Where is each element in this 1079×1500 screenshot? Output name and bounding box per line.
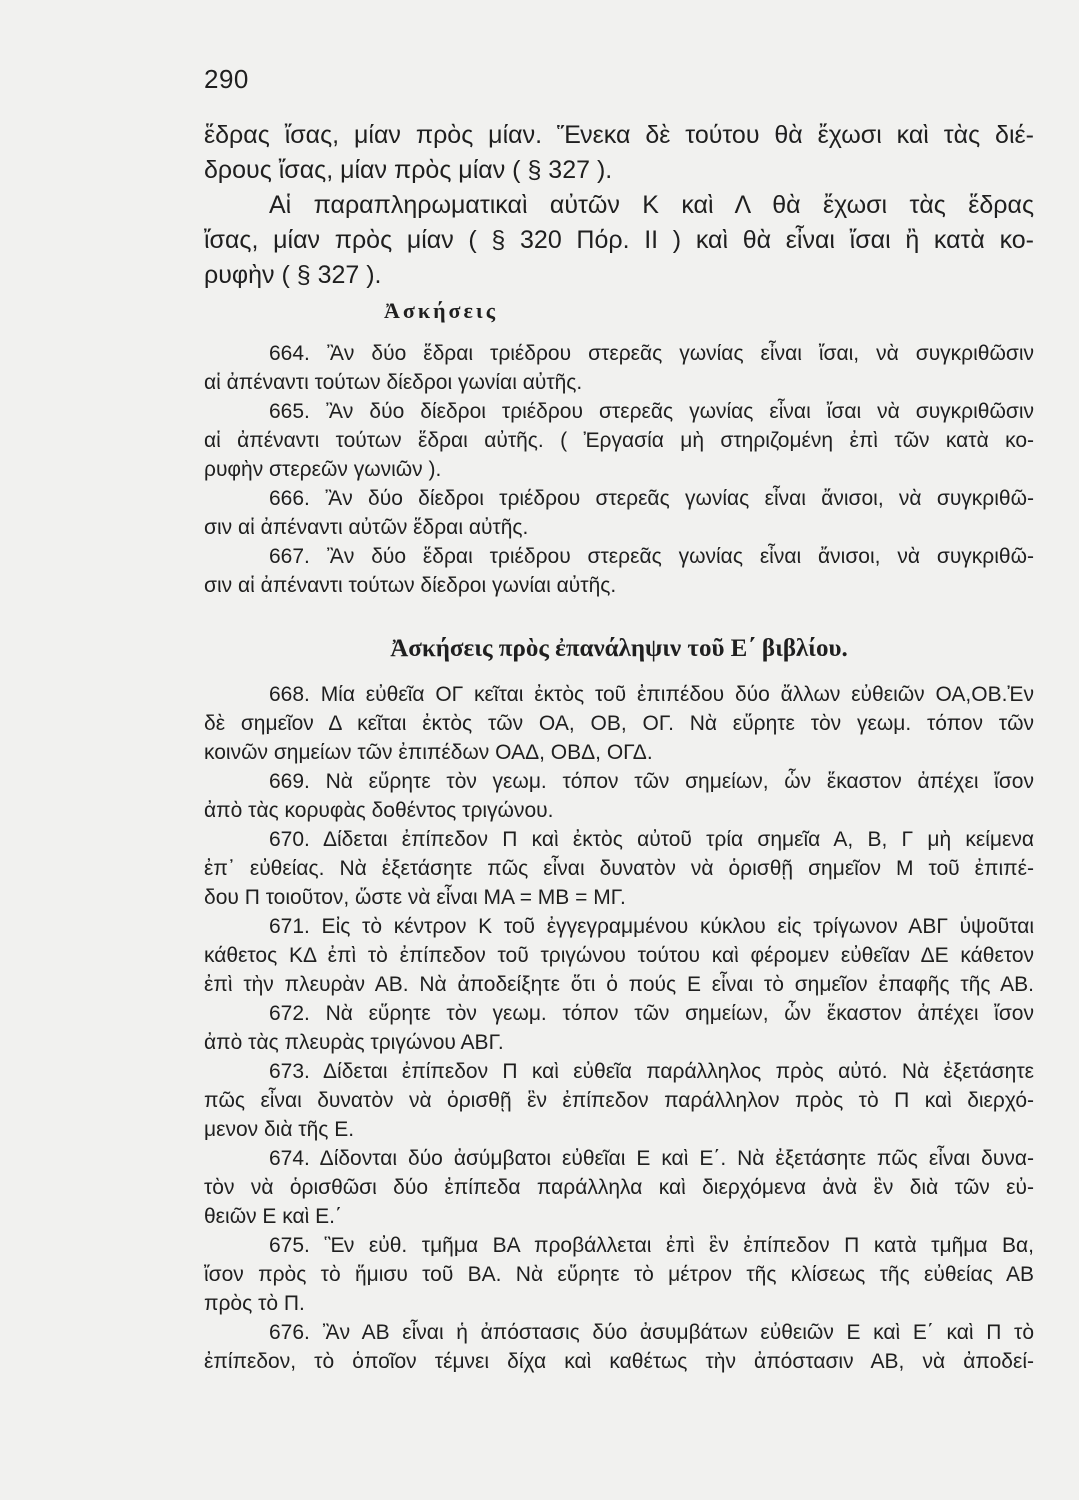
exercise-line: σιν αἱ ἀπέναντι αὐτῶν ἕδραι αὐτῆς. — [204, 516, 529, 539]
exercises-heading: Ἀσκήσεις — [384, 298, 499, 323]
exercise-line: 666. Ἂν δύο δίεδροι τριέδρου στερεᾶς γωνίας εἶναι ἄνισοι, νὰ συγκριθῶ- — [269, 487, 1034, 510]
review-line: κοινῶν σημείων τῶν ἐπιπέδων ΟΑΔ, ΟΒΔ, ΟΓΔ. — [204, 741, 653, 764]
review-line: 669. Νὰ εὕρητε τὸν γεωμ. τόπον τῶν σημείων, ὧν ἕκαστον ἀπέχει ἴσον — [269, 770, 1034, 793]
page-number: 290 — [204, 64, 249, 94]
review-line: κάθετος ΚΔ ἐπὶ τὸ ἐπίπεδον τοῦ τριγώνου τούτου καὶ φέρομεν εὐθεῖαν ΔΕ κάθετον — [204, 944, 1034, 967]
review-line: 672. Νὰ εὕρητε τὸν γεωμ. τόπον τῶν σημείων, ὧν ἕκαστον ἀπέχει ἴσον — [269, 1002, 1034, 1025]
review-line: 675. Ἓν εὐθ. τμῆμα ΒΑ προβάλλεται ἐπὶ ἓν ἐπίπεδον Π κατὰ τμῆμα Βα, — [269, 1234, 1034, 1257]
review-line: ἀπὸ τὰς κορυφὰς δοθέντος τριγώνου. — [204, 799, 554, 822]
spacer — [204, 327, 1034, 339]
intro-line: ρυφὴν ( § 327 ). — [204, 261, 382, 289]
review-line: 668. Μία εὐθεῖα ΟΓ κεῖται ἐκτὸς τοῦ ἐπιπέδου δύο ἄλλων εὐθειῶν ΟΑ,ΟΒ.Ἐν — [269, 683, 1034, 706]
review-line: δου Π τοιοῦτον, ὥστε νὰ εἶναι ΜΑ = ΜΒ = ΜΓ. — [204, 886, 626, 909]
intro-line: ἴσας, μίαν πρὸς μίαν ( § 320 Πόρ. II ) καὶ θὰ εἶναι ἴσαι ἢ κατὰ κο- — [204, 226, 1034, 254]
exercise-line: 665. Ἂν δύο δίεδροι τριέδρου στερεᾶς γωνίας εἶναι ἴσαι νὰ συγκριθῶσιν — [269, 400, 1034, 423]
review-line: 676. Ἂν ΑΒ εἶναι ἡ ἀπόστασις δύο ἀσυμβάτων εὐθειῶν Ε καὶ Ε΄ καὶ Π τὸ — [269, 1321, 1034, 1344]
exercise-line: ρυφὴν στερεῶν γωνιῶν ). — [204, 458, 442, 481]
intro-line: δρους ἴσας, μίαν πρὸς μίαν ( § 327 ). — [204, 156, 613, 184]
review-line: ἐπίπεδον, τὸ ὁποῖον τέμνει δίχα καὶ καθέτως τὴν ἀπόστασιν ΑΒ, νὰ ἀποδεί- — [204, 1350, 1034, 1373]
review-line: δὲ σημεῖον Δ κεῖται ἐκτὸς τῶν ΟΑ, ΟΒ, ΟΓ. Νὰ εὕρητε τὸν γεωμ. τόπον τῶν — [204, 712, 1034, 735]
review-line: πῶς εἶναι δυνατὸν νὰ ὁρισθῇ ἓν ἐπίπεδον παράλληλον πρὸς τὸ Π καὶ διερχό- — [204, 1089, 1034, 1112]
text-block — [204, 118, 1034, 1376]
review-line: ἐπ᾿ εὐθείας. Νὰ ἐξετάσητε πῶς εἶναι δυνατὸν νὰ ὁρισθῇ σημεῖον Μ τοῦ ἐπιπέ- — [204, 857, 1034, 880]
review-line: ἴσον πρὸς τὸ ἥμισυ τοῦ ΒΑ. Νὰ εὕρητε τὸ μέτρον τῆς κλίσεως τῆς εὐθείας ΑΒ — [204, 1263, 1034, 1286]
review-line: θειῶν Ε καὶ Ε.΄ — [204, 1205, 342, 1228]
review-line: 673. Δίδεται ἐπίπεδον Π καὶ εὐθεῖα παράλληλος πρὸς αὐτό. Νὰ ἐξετάσητε — [269, 1060, 1034, 1083]
review-line: πρὸς τὸ Π. — [204, 1292, 305, 1315]
review-line: 671. Εἰς τὸ κέντρον Κ τοῦ ἐγγεγραμμένου κύκλου εἰς τρίγωνον ΑΒΓ ὑψοῦται — [269, 915, 1034, 938]
review-line: τὸν νὰ ὁρισθῶσι δύο ἐπίπεδα παράλληλα καὶ διερχόμενα ἀνὰ ἓν διὰ τῶν εὐ- — [204, 1176, 1034, 1199]
exercise-line: 667. Ἂν δύο ἕδραι τριέδρου στερεᾶς γωνίας εἶναι ἄνισοι, νὰ συγκριθῶ- — [269, 545, 1034, 568]
exercise-line: σιν αἱ ἀπέναντι τούτων δίεδροι γωνίαι αὐτῆς. — [204, 574, 617, 597]
review-line: μενον διὰ τῆς Ε. — [204, 1118, 355, 1141]
review-line: ἐπὶ τὴν πλευρὰν ΑΒ. Νὰ ἀποδείξητε ὅτι ὁ πούς Ε εἶναι τὸ σημεῖον ἐπαφῆς τῆς ΑΒ. — [204, 973, 1034, 996]
intro-line: Αἱ παραπληρωματικαὶ αὐτῶν Κ καὶ Λ θὰ ἔχωσι τὰς ἕδρας — [269, 191, 1034, 219]
intro-line: ἕδρας ἴσας, μίαν πρὸς μίαν. Ἕνεκα δὲ τούτου θὰ ἔχωσι καὶ τὰς διέ- — [204, 121, 1034, 149]
exercise-line: 664. Ἂν δύο ἕδραι τριέδρου στερεᾶς γωνίας εἶναι ἴσαι, νὰ συγκριθῶσιν — [269, 342, 1034, 365]
exercise-line: αἱ ἀπέναντι τούτων ἕδραι αὐτῆς. ( Ἐργασία μὴ στηριζομένη ἐπὶ τῶν κατὰ κο- — [204, 429, 1034, 452]
review-heading: Ἀσκήσεις πρὸς ἐπανάληψιν τοῦ Ε΄ βιβλίου. — [390, 635, 848, 662]
review-line: 674. Δίδονται δύο ἀσύμβατοι εὐθεῖαι Ε καὶ Ε΄. Νὰ ἐξετάσητε πῶς εἶναι δυνα- — [269, 1147, 1034, 1170]
review-line: ἀπὸ τὰς πλευρὰς τριγώνου ΑΒΓ. — [204, 1031, 504, 1054]
exercise-line: αἱ ἀπέναντι τούτων δίεδροι γωνίαι αὐτῆς. — [204, 371, 583, 394]
review-line: 670. Δίδεται ἐπίπεδον Π καὶ ἐκτὸς αὐτοῦ τρία σημεῖα Α, Β, Γ μὴ κείμενα — [269, 828, 1034, 851]
